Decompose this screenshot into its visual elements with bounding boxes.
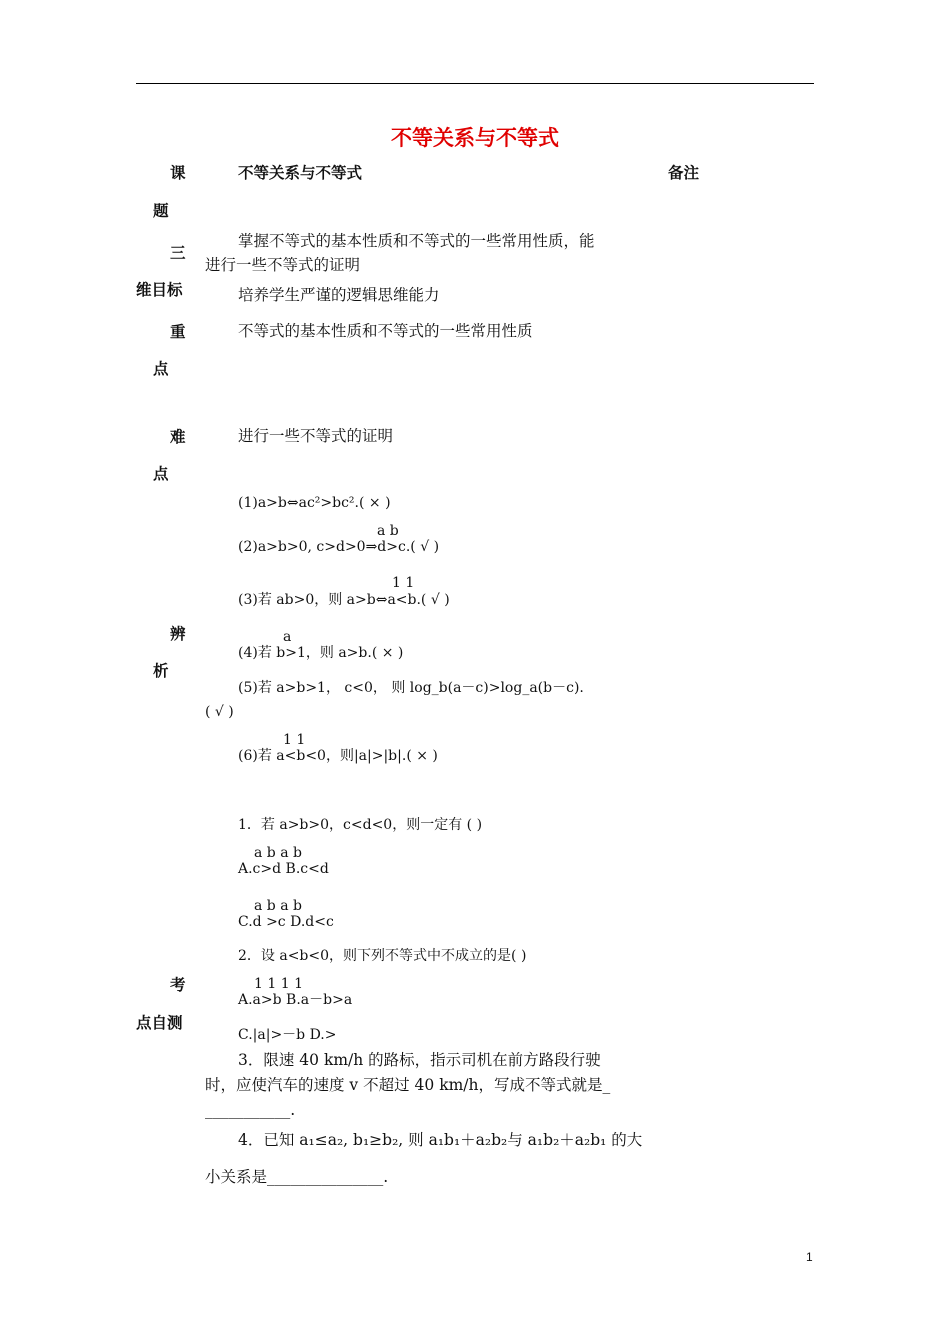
question-4-line-2: 小关系是_______________.	[205, 1168, 389, 1186]
question-1-fractions-ab: a b a b	[254, 845, 302, 861]
label-goal-2: 维目标	[136, 281, 183, 299]
discern-6: (6)若 a<b<0，则|a|>|b|.( × )	[238, 748, 438, 764]
question-3-line-2: 时，应使汽车的速度 v 不超过 40 km/h，写成不等式就是_	[205, 1076, 611, 1094]
top-rule	[136, 83, 814, 84]
question-4-line-1: 4．已知 a₁≤a₂, b₁≥b₂, 则 a₁b₁＋a₂b₂与 a₁b₂＋a₂b₁ 的大	[238, 1131, 643, 1149]
page-title: 不等关系与不等式	[391, 126, 559, 150]
label-hard-1: 难	[170, 428, 186, 446]
discern-2: (2)a>b>0, c>d>0⇒d>c.( √ )	[238, 539, 440, 555]
label-goal-1: 三	[170, 244, 186, 262]
label-discern-2: 析	[153, 662, 169, 680]
question-3-blank: ___________.	[205, 1101, 296, 1119]
question-1-options-ab: A.c>d B.c<d	[238, 861, 329, 877]
page-number: 1	[806, 1250, 813, 1264]
discern-5: (5)若 a>b>1， c<0， 则 log_b(a－c)>log_a(b－c).	[238, 680, 584, 696]
label-test-1: 考	[170, 976, 186, 994]
discern-3-fraction: 1 1	[392, 575, 415, 591]
key-point-text: 不等式的基本性质和不等式的一些常用性质	[238, 322, 533, 340]
discern-6-fraction: 1 1	[283, 732, 306, 748]
label-key-2: 点	[153, 360, 169, 378]
goal-line-2: 进行一些不等式的证明	[205, 256, 361, 274]
difficulty-text: 进行一些不等式的证明	[238, 427, 394, 445]
question-1-fractions-cd: a b a b	[254, 898, 302, 914]
label-key-1: 重	[170, 323, 186, 341]
discern-5-answer: ( √ )	[205, 704, 234, 720]
discern-3: (3)若 ab>0，则 a>b⇔a<b.( √ )	[238, 592, 450, 608]
discern-4-fraction: a	[283, 629, 292, 645]
label-topic-2: 题	[153, 202, 169, 220]
question-2-options-cd: C.|a|>－b D.>	[238, 1027, 337, 1043]
question-2-fractions: 1 1 1 1	[254, 976, 303, 992]
goal-line-1: 掌握不等式的基本性质和不等式的一些常用性质，能	[238, 232, 595, 250]
goal-line-3: 培养学生严谨的逻辑思维能力	[238, 286, 440, 304]
label-test-2: 点自测	[136, 1014, 183, 1032]
discern-4: (4)若 b>1，则 a>b.( × )	[238, 645, 404, 661]
topic-text: 不等关系与不等式	[238, 164, 363, 182]
label-topic-1: 课	[170, 164, 186, 182]
question-1-options-cd: C.d >c D.d<c	[238, 914, 334, 930]
question-2-options-ab: A.a>b B.a－b>a	[238, 992, 353, 1008]
question-2: 2．设 a<b<0，则下列不等式中不成立的是( )	[238, 948, 527, 964]
label-remark: 备注	[668, 164, 700, 182]
discern-2-fraction: a b	[377, 523, 399, 539]
question-1: 1．若 a>b>0，c<d<0，则一定有 ( )	[238, 817, 483, 833]
discern-1: (1)a>b⇔ac²>bc².( × )	[238, 495, 391, 511]
label-discern-1: 辨	[170, 625, 186, 643]
label-hard-2: 点	[153, 465, 169, 483]
question-3-line-1: 3．限速 40 km/h 的路标，指示司机在前方路段行驶	[238, 1051, 601, 1069]
